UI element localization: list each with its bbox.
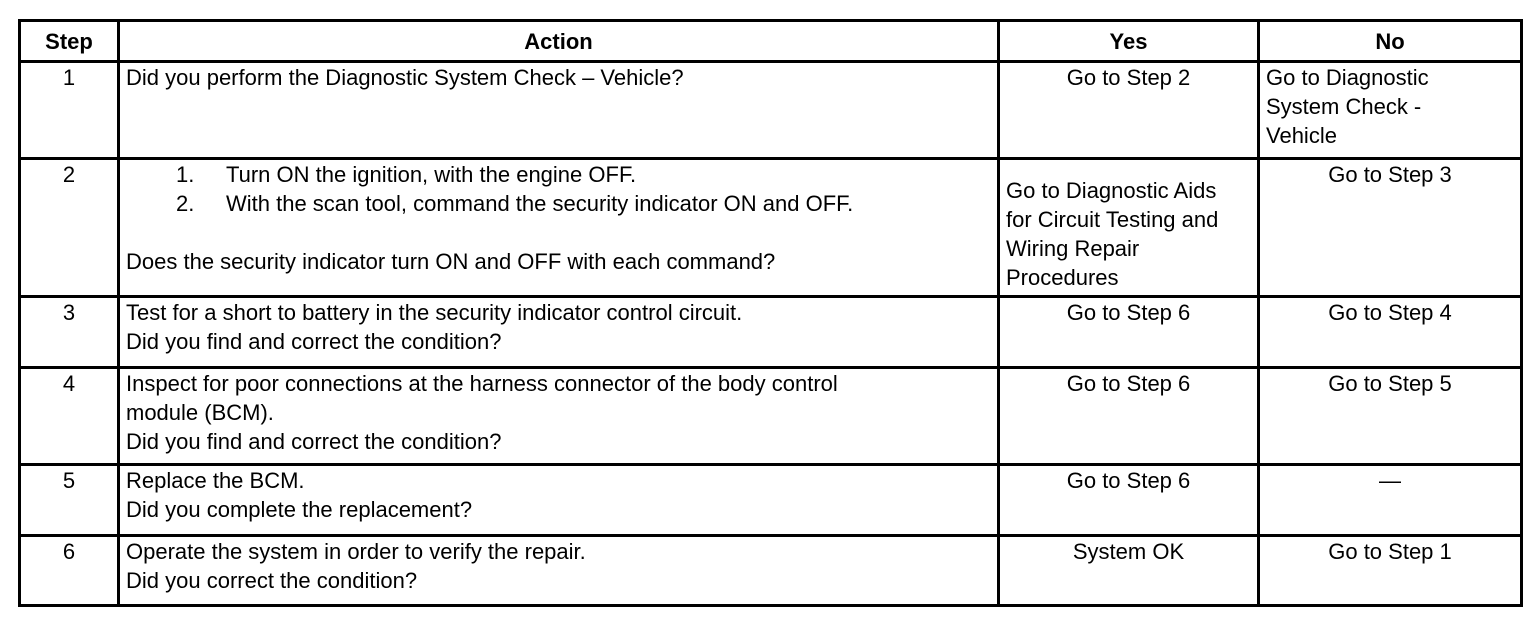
substep-number: 1.	[176, 162, 195, 188]
yes-cell: Go to Step 6	[999, 464, 1259, 535]
yes-cell: Go to Step 6	[999, 367, 1259, 464]
table-row	[20, 297, 1522, 367]
action-text: Did you find and correct the condition?	[126, 329, 502, 355]
no-text: Go to Diagnostic	[1266, 65, 1429, 90]
table-row	[20, 535, 1522, 605]
yes-text: Wiring Repair	[1006, 236, 1140, 262]
action-text: module (BCM).	[126, 399, 274, 425]
yes-cell	[999, 159, 1259, 297]
action-text: Replace the BCM.	[126, 467, 305, 493]
action-cell	[119, 535, 999, 605]
no-cell: Go to Step 4	[1259, 297, 1522, 367]
header-no: No	[1259, 21, 1522, 62]
action-text: Operate the system in order to verify the repair.	[126, 538, 586, 564]
table-row	[20, 367, 1522, 464]
step-number: 3	[20, 297, 119, 367]
yes-cell: System OK	[999, 535, 1259, 605]
action-text: Did you find and correct the condition?	[126, 428, 502, 454]
action-text: Test for a short to battery in the security indicator control circuit.	[126, 300, 743, 326]
substep-text: With the scan tool, command the security indicator ON and OFF.	[226, 191, 854, 217]
yes-cell: Go to Step 2	[999, 62, 1259, 159]
no-cell	[1259, 62, 1522, 159]
step-number: 5	[20, 464, 119, 535]
header-step: Step	[20, 21, 119, 62]
step-number: 1	[20, 62, 119, 159]
substep-item	[126, 160, 991, 189]
action-cell	[119, 159, 999, 297]
action-text: Did you perform the Diagnostic System Check – Vehicle?	[126, 65, 684, 90]
substep-text: Turn ON the ignition, with the engine OFF.	[226, 162, 637, 188]
yes-text: Go to Diagnostic Aids	[1006, 178, 1217, 204]
no-text: System Check -	[1266, 94, 1422, 119]
action-text: Does the security indicator turn ON and OFF with each command?	[126, 249, 776, 275]
substep-list	[126, 160, 991, 218]
table-row	[20, 62, 1522, 159]
action-cell	[119, 62, 999, 159]
no-cell: —	[1259, 464, 1522, 535]
action-text: Inspect for poor connections at the harness connector of the body control	[126, 370, 838, 396]
no-cell: Go to Step 5	[1259, 367, 1522, 464]
action-cell	[119, 464, 999, 535]
substep-number: 2.	[176, 191, 195, 217]
action-text: Did you complete the replacement?	[126, 496, 473, 522]
step-number: 2	[20, 159, 119, 297]
yes-text: Procedures	[1006, 265, 1119, 291]
action-cell	[119, 367, 999, 464]
header-row	[20, 21, 1522, 62]
no-cell: Go to Step 1	[1259, 535, 1522, 605]
action-text: Did you correct the condition?	[126, 567, 418, 593]
no-cell: Go to Step 3	[1259, 159, 1522, 297]
step-number: 6	[20, 535, 119, 605]
yes-cell: Go to Step 6	[999, 297, 1259, 367]
diagnostic-table	[18, 19, 1523, 607]
table-row	[20, 159, 1522, 297]
substep-item	[126, 189, 991, 218]
yes-text: for Circuit Testing and	[1006, 207, 1219, 233]
header-action: Action	[119, 21, 999, 62]
step-number: 4	[20, 367, 119, 464]
no-text: Vehicle	[1266, 123, 1337, 148]
header-yes: Yes	[999, 21, 1259, 62]
table-row	[20, 464, 1522, 535]
action-cell	[119, 297, 999, 367]
spacer	[126, 218, 991, 247]
